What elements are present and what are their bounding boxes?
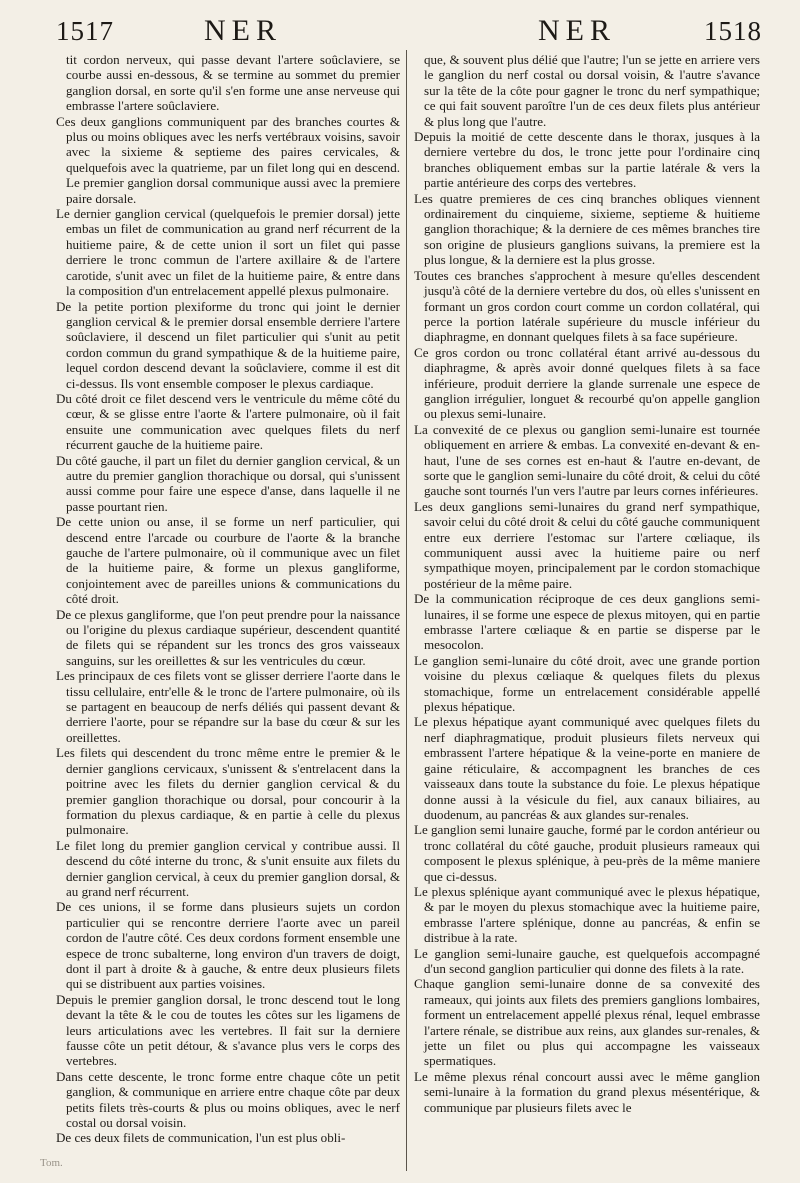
- paragraph: Chaque ganglion semi-lunaire donne de sa convexité des rameaux, qui joints aux filets des premiers ganglions lombaires, forment un entrelacement appellé plexus rénal, lequel embrasse l'artere rénale, se distribue aux reins, aux glandes sur-renales, & jette un filet ou plus qui accompagne les vaisseaux spermatiques.: [414, 976, 760, 1069]
- paragraph: Le dernier ganglion cervical (quelquefois le premier dorsal) jette embas un filet de communication au grand nerf récurrent de la huitieme paire, & de cette union il sort un filet qui passe derriere le tronc commun de l'artere axillaire & de l'artere carotide, s'unit avec un filet de la huitieme paire, & entre dans la composition d'un entrelacement appellé plexus pulmonaire.: [56, 206, 400, 299]
- paragraph: Le plexus splénique ayant communiqué avec le plexus hépatique, & par le moyen du plexus stomachique avec la huitieme paire, embrasse l'artere splénique, donne au pancréas, & enfin se distribue à la rate.: [414, 883, 760, 946]
- paragraph: Depuis le premier ganglion dorsal, le tronc descend tout le long devant la tête & le cou de toutes les côtes sur les ligamens de leurs articulations avec les vertebres. Il fait sur la derniere fausse côte un petit détour, & s'avance plus vers le corps des vertebres.: [56, 991, 400, 1069]
- left-text-column: [56, 52, 400, 1146]
- paragraph: Depuis la moitié de cette descente dans le thorax, jusques à la derniere vertebre du dos, le tronc jette pour l'ordinaire cinq branches obliquement embas sur la partie latérale & vers la partie antérieure des corps des vertebres.: [414, 129, 760, 191]
- paragraph: Le filet long du premier ganglion cervical y contribue aussi. Il descend du côté interne du tronc, & s'unit ensuite aux filets du dernier ganglion cervical, à ceux du premier ganglion dorsal, & au grand nerf récurrent.: [56, 837, 400, 899]
- column-divider: [406, 50, 407, 1171]
- paragraph: Le ganglion semi-lunaire gauche, est quelquefois accompagné d'un second ganglion particulier qui donne des filets à la rate.: [414, 945, 760, 976]
- paragraph: Le ganglion semi lunaire gauche, formé par le cordon antérieur ou tronc collatéral du côté gauche, produit plusieurs rameaux qui composent le plexus splénique, à peu-près de la même maniere que ci-dessus.: [414, 822, 760, 884]
- left-headword: NER: [204, 14, 282, 47]
- paragraph: Toutes ces branches s'approchent à mesure qu'elles descendent jusqu'à côté de la derniere vertebre du dos, où elles s'unissent en formant un gros cordon court comme un cordon collatéral, qui perce la portion latérale supérieure du muscle inférieur du diaphragme, en donnant quelques filets à sa face supérieure.: [414, 267, 760, 345]
- paragraph: De la petite portion plexiforme du tronc qui joint le dernier ganglion cervical & le premier dorsal ensemble derriere l'artere soûclaviere, il descend un filet particulier qui s'unit au petit cordon commun du grand sympathique & de la huitieme paire, lequel cordon descend devant la soûclaviere, comme il est dit ci-dessus. Ils vont ensemble composer le plexus cardiaque.: [56, 298, 400, 391]
- paragraph: Ces deux ganglions communiquent par des branches courtes & plus ou moins obliques avec les nerfs vertébraux voisins, savoir avec la sixieme & septieme des paires cervicales, & quelquefois avec la quatrieme, par un filet long qui en descend. Le premier ganglion dorsal communique aussi avec la premiere paire dorsale.: [56, 113, 400, 206]
- paragraph: Du côté gauche, il part un filet du dernier ganglion cervical, & un autre du premier ganglion thorachique ou dorsal, qui s'unissent aussi comme pour faire une espece d'anse, dans laquelle il ne passe pourtant rien.: [56, 452, 400, 514]
- paragraph: Les filets qui descendent du tronc même entre le premier & le dernier ganglions cervicaux, s'unissent & s'entrelacent dans la poitrine avec les filets du dernier ganglion cervical & du premier ganglion thorachique ou dorsal, pour concourir à la formation du plexus cardiaque, & en partie à celle du plexus pulmonaire.: [56, 745, 400, 838]
- paragraph: Les quatre premieres de ces cinq branches obliques viennent ordinairement du cinquieme, sixieme, septieme & huitieme ganglion thorachique; & la derniere de ces mêmes branches tire son origine de plusieurs ganglions suivans, la premiere est la plus longue, & la derniere est la plus grosse.: [414, 190, 760, 268]
- right-page-number: 1518: [704, 16, 762, 46]
- paragraph: De la communication réciproque de ces deux ganglions semi-lunaires, il se forme une espece de plexus mitoyen, qui en partie embrasse l'artere cœliaque & en partie se disperse par le mesocolon.: [414, 591, 760, 653]
- paragraph: La convexité de ce plexus ou ganglion semi-lunaire est tournée obliquement en arriere & embas. La convexité en-devant & en-haut, l'une de ses cornes est en-haut & l'autre en-devant, de sorte que le ganglion semi-lunaire du côté droit, & celui du côté gauche sont tournés l'un vers l'autre par leurs cornes inférieures.: [414, 421, 760, 499]
- paragraph: Le plexus hépatique ayant communiqué avec quelques filets du nerf diaphragmatique, produit plusieurs filets nerveux qui embrassent l'artere hépatique & la veine-porte en maniere de gaine réticulaire, & accompagnent les branches de ces vaisseaux dans toute la substance du foie. Le plexus hépatique donne aussi à la vésicule du fiel, aux canaux biliaires, au duodenum, au pancréas & aux glandes sur-renales.: [414, 714, 760, 822]
- paragraph: Les principaux de ces filets vont se glisser derriere l'aorte dans le tissu cellulaire, entr'elle & le tronc de l'artere pulmonaire, où ils se partagent en beaucoup de nerfs déliés qui passent devant & derriere l'aorte, pour se répandre sur la base du cœur & sur les oreillettes.: [56, 668, 400, 745]
- running-header: [56, 14, 762, 48]
- right-headword: NER: [538, 14, 616, 47]
- paragraph: Le même plexus rénal concourt aussi avec le même ganglion semi-lunaire à la formation du grand plexus mésentérique, & communique par plusieurs filets avec le: [414, 1068, 760, 1115]
- paragraph: tit cordon nerveux, qui passe devant l'artere soûclaviere, se courbe aussi en-dessous, & se termine au sommet du premier ganglion dorsal, en sorte qu'il s'en forme une anse nerveuse qui embrasse l'artere soûclaviere.: [66, 52, 400, 114]
- paragraph: Le ganglion semi-lunaire du côté droit, avec une grande portion voisine du plexus cœliaque & quelques filets du plexus stomachique, forme un entrelacement considérable appellé plexus hépatique.: [414, 652, 760, 715]
- paragraph: De ces deux filets de communication, l'un est plus obli-: [56, 1130, 346, 1146]
- paragraph: De ces unions, il se forme dans plusieurs sujets un cordon particulier qui se rencontre derriere l'aorte avec un pareil cordon de l'autre côté. Ces deux cordons forment ensemble une espece de tronc subalterne, long environ d'un travers de doigt, dont il part à droite & à gauche, & entre deux plusieurs filets qui se distribuent aux parties voisines.: [56, 899, 400, 992]
- left-page-number: 1517: [56, 16, 114, 46]
- paragraph: Ce gros cordon ou tronc collatéral étant arrivé au-dessous du diaphragme, & après avoir donné quelques filets à sa face inférieure, produit derriere la glande surrenale une espece de ganglion irrégulier, longuet & recourbé qu'on appelle ganglion ou plexus semi-lunaire.: [414, 344, 760, 422]
- paragraph: Les deux ganglions semi-lunaires du grand nerf sympathique, savoir celui du côté droit & celui du côté gauche communiquent entre eux derriere l'estomac sur l'artere cœliaque, ils communiquent aussi avec la huitieme paire ou nerf sympathique moyen, principalement par le cordon stomachique postérieur de la même paire.: [414, 498, 760, 591]
- right-text-column: [414, 52, 760, 1115]
- paragraph: De ce plexus gangliforme, que l'on peut prendre pour la naissance ou l'origine du plexus cardiaque supérieur, descendent quantité de filets qui se répandent sur les troncs des gros vaisseaux sanguins, sur les oreillettes & sur les ventricules du cœur.: [56, 606, 400, 668]
- volume-mark: Tom.: [40, 1157, 63, 1169]
- paragraph: Du côté droit ce filet descend vers le ventricule du même côté du cœur, & se glisse entre l'aorte & l'artere pulmonaire, où il fait ensuite une communication avec quelques filets du nerf récurrent gauche de la huitieme paire.: [56, 390, 400, 453]
- paragraph: que, & souvent plus délié que l'autre; l'un se jette en arriere vers le ganglion du nerf costal ou dorsal voisin, & l'autre s'avance sur la tête de la côte pour gagner le tronc du nerf sympathique; ce qui fait souvent paroître l'un de ces deux filets plus antérieur & plus long que l'autre.: [424, 52, 760, 129]
- paragraph: De cette union ou anse, il se forme un nerf particulier, qui descend entre l'arcade ou courbure de l'aorte & la branche gauche de l'artere pulmonaire, où il communique avec un filet de la huitieme paire, & forme un plexus gangliforme, conjointement avec de pareilles unions & communications du côté droit.: [56, 514, 400, 607]
- paragraph: Dans cette descente, le tronc forme entre chaque côte un petit ganglion, & communique en arriere entre chaque côte par deux petits filets très-courts & plus ou moins obliques, avec le nerf costal ou dorsal voisin.: [56, 1068, 400, 1131]
